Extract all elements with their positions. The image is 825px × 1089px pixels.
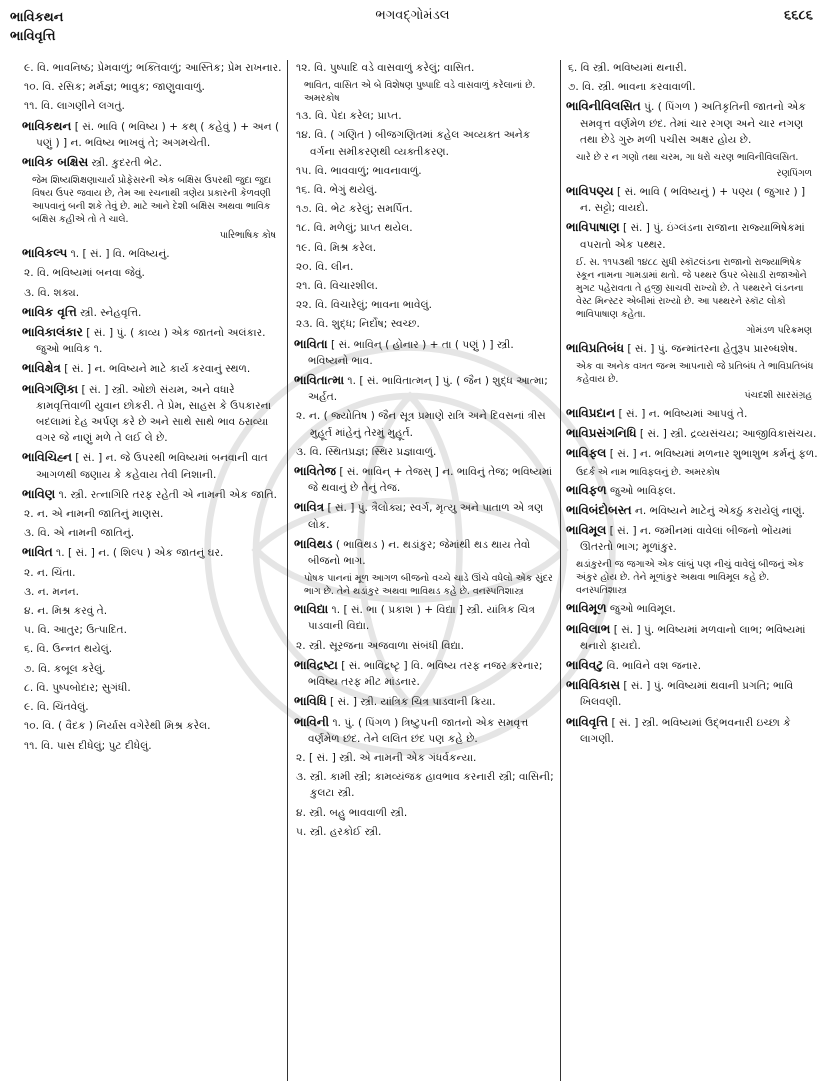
definition: પું. ( પિંગળ ) અતિકૃતિની જાતનો એક સમવૃત્ત વર્ણમેળ છંદ. તેમાં ચાર રગણ અને ચાર નગણ તથા છેડે ગુરુ મળી પચીસ અક્ષર હોય છે. [580, 101, 806, 146]
headword: ભાવિતાત્મા [294, 373, 345, 388]
sense-line: ૯. વિ. ભાવનિષ્ઠ; પ્રેમવાળું; ભક્તિવાળું; આસ્તિક; પ્રેમ રાખનાર. [24, 62, 282, 74]
definition: જુઓ ભાવિફલ. [606, 484, 676, 497]
citation-source: ગોમંડળ પરિક્રમણ [746, 324, 812, 336]
headword: ભાવિવિકાસ [566, 678, 621, 693]
dictionary-entry [22, 118, 282, 151]
definition: સ્ત્રી. કુદરતી ભેટ. [88, 157, 163, 170]
dictionary-entry [566, 405, 818, 422]
sense-line: ૮. વિ. પુષ્પબોદાર; સુગંધી. [24, 681, 131, 694]
column-2 [294, 60, 556, 1085]
definition: સ્ત્રી. સ્નેહવૃત્તિ. [76, 306, 142, 319]
sense-line: ૧૮. વિ. મળેલું; પ્રાપ્ત થયેલ. [296, 222, 413, 235]
dictionary-entry [566, 657, 818, 674]
dictionary-entry [294, 714, 556, 747]
guide-word-last: ભાવિવૃત્તિ [10, 29, 56, 44]
column-rule-1 [287, 60, 288, 1081]
guide-word-first: ભાવિકથન [10, 10, 64, 25]
headword: ભાવિકાલંકાર [22, 325, 83, 340]
citation: ઉદર્ક એ નામ ભાવિફલનું છે. અમરકોષ [576, 466, 720, 478]
column-1 [22, 60, 282, 1085]
definition: [ સં. ] ન. ભવિષ્યમાં મળનાર શુભાશુભ કર્મનું ફળ. [606, 448, 818, 461]
headword: ભાવિપણ્ય [566, 184, 614, 199]
definition: જુઓ ભાવિમૂલ. [606, 603, 676, 616]
headword: ભાવિધિ [294, 694, 327, 709]
dictionary-entry [294, 693, 556, 710]
headword: ભાવિક્ષેત્ર [22, 361, 61, 376]
definition: [ સં. ] સ્ત્રી. દ્રવ્યસંચય; આજીવિકાસંચય. [636, 428, 817, 441]
sense-line: ૪. ન. મિશ્ર કરવું તે. [24, 605, 108, 618]
sense-line: ૩. વિ. એ નામની જાતિનું. [24, 527, 135, 540]
dictionary-entry [294, 499, 556, 532]
headword: ભાવિનીવિલસિત [566, 99, 641, 114]
sense-line: ૬. વિ. ઉન્નત થયેલું. [24, 643, 113, 656]
headword: ભાવિત [22, 545, 53, 560]
sense-line: ૧૫. વિ. ભાવવાળું; ભાવનાવાળું. [296, 164, 422, 177]
headword: ભાવિલાભ [566, 621, 611, 636]
dictionary-entry [566, 600, 818, 617]
sense-line: ૨૨. વિ. વિચારેલું; ભાવના ભાવેલું. [296, 299, 432, 312]
headword: ભાવિત્ર [294, 500, 325, 515]
citation: એક વા અનેક વખત જન્મ આપનારો જે પ્રતિબંધ તે ભાવિપ્રતિબંધ કહેવાય છે. [576, 361, 814, 386]
definition: [ સં. ભાવિન્ + તેજસ્ ] ન. ભાવિનું તેજ; ભવિષ્યમાં જે થવાનું છે તેનું તેજ. [308, 466, 553, 495]
sense-line: ૨૦. વિ. લીન. [296, 260, 354, 273]
citation: ભાવિત, વાસિત એ બે વિશેષણ પુષ્પાદિ વડે વાસવાળું કરેલાનાં છે. અમરકોષ [304, 80, 536, 105]
sense-line: ૫. વિ. આતુર; ઉત્પાદિત. [24, 624, 127, 637]
sense-line: ૭. વિ. કબૂલ કરેલું. [24, 662, 106, 675]
headword: ભાવિવૃત્તિ [566, 714, 609, 729]
definition: [ સં. ] પું. ત્રૈલોક્ય; સ્વર્ગ, મૃત્યુ અને પાતાળ એ ત્રણ લોક. [308, 502, 544, 531]
dictionary-entry [22, 245, 282, 262]
dictionary-entry [294, 336, 556, 369]
dictionary-entry [294, 536, 556, 569]
sense-line: ૧૧. વિ. પાસ દીધેલું; પુટ દીધેલું. [24, 739, 152, 752]
headword: ભાવિકલ્પ [22, 246, 68, 261]
definition: ૧. પું. ( પિંગળ ) ત્રિષ્ટુપની જાતનો એક સમવૃત્ત વર્ણમેળ છંદ. તેને લલિત છંદ પણ કહે છે. [308, 716, 529, 745]
citation-source: રણપિંગળ [776, 168, 812, 180]
dictionary-entry [566, 677, 818, 710]
sense-line: ૧૦. વિ. રસિક; મર્મજ્ઞ; ભાવુક; જાણુવાવાળું. [24, 81, 205, 94]
headword: ભાવિમૂલ [566, 523, 607, 538]
definition: [ સં. ભાવિ ( ભવિષ્ય ) + કથ્ ( કહેવું ) + અન ( પણું ) ] ન. ભવિષ્ય ભાખવું તે; અગમચેતી. [36, 120, 280, 149]
headword: ભાવિદ્યા [294, 602, 329, 617]
definition: [ સં. ] પું. જન્માંતરના હેતુરૂપ પ્રારબ્ધશેષ. [624, 342, 798, 355]
definition: ૧. [ સં. ] વિ. ભવિષ્યનું. [67, 248, 170, 261]
dictionary-entry [22, 381, 282, 447]
citation: થડાંકુરની જ જગાએ એક લાંબું પણ નીચું વાવેલું બીજનું એક અંકુર હોય છે. તેને મૂળાંકુર અથવા ભાવિમૂલ કહે છે. વનસ્પતિશાસ્ત્ર [576, 559, 804, 597]
definition: [ સં. ] ન. જે ઉપરથી ભવિષ્યમાં બનવાની વાત આગળથી જણાય કે કહેવાય તેવી નિશાની. [36, 452, 268, 481]
citation-source: પંચદશી સારસંગ્રહ [744, 390, 812, 402]
headword: ભાવિપાષાણ [566, 220, 620, 235]
sense-line: ૧૦. વિ. ( વૈદક ) નિર્યાસ વગેરેથી મિશ્ર કરેલ. [24, 720, 211, 733]
citation: ઈ. સ. ૧૧૫૩થી ૧૪૮૮ સુધી સ્કૉટલંડના રાજાનો રાજ્યાભિષેક સ્કૂન નામના ગામડામાં થતો. જે પથ્થર ઉપર બેસાડી રાજાઓને મુગટ પહેરાવતા તે હજી સાચવી રાખ્યો છે. તે પથ્થરને લંડનના વેસ્ટ મિન્સ્ટર એબીમાં રાખ્યો છે. આ પથ્થરને સ્કૉટ લોકો ભાવિપાષાણ કહેતા. [576, 256, 807, 320]
headword: ભાવિમૂળ [566, 601, 607, 616]
dictionary-entry [294, 372, 556, 405]
sense-line: ૧૭. વિ. ભેટ કરેલું; સમર્પિત. [296, 203, 413, 216]
sense-line: ૨૩. વિ. શુદ્ધ; નિર્દોષ; સ્વચ્છ. [296, 318, 420, 331]
sense-line: ૨. ન. ચિંતા. [24, 566, 76, 579]
definition: ૧. [ સં. ] ન. ( શિલ્પ ) એક જાતનું ઘર. [52, 547, 224, 560]
headword: ભાવિતેજ [294, 464, 337, 479]
definition: ( ભાવિથડ ) ન. થડાંકુર; જેમાંથી થડ થાય તેવો બીજનો ભાગ. [308, 538, 531, 568]
definition: ૧. [ સં. ભાવિતાત્મન્ ] પું. ( જૈન ) શુદ્ધ આત્મા; અર્હત. [308, 375, 548, 404]
sense-line: ૯. વિ. ચિંતવેલું. [24, 701, 89, 714]
dictionary-entry [294, 463, 556, 496]
definition: [ સં. ] સ્ત્રી. ઓછો સંયમ, અને વધારે કામવૃત્તિવાળી યુવાન છોકરી. તે પ્રેમ, સાહસ કે ઉપકારના બદલામાં દેહ અર્પણ કરે છે અને સાથે સાથે ભાવ ઠરાવ્યા વગર જે નાણું મળે તે લઈ લે છે. [36, 383, 272, 445]
dictionary-entry [566, 340, 818, 357]
definition: [ સં. ] પું. ઇંગ્લંડના રાજાના રાજ્યાભિષેકમાં વપરાતો એક પથ્થર. [580, 222, 805, 251]
definition: [ સં. ] પું. ( કાવ્ય ) એક જાતનો અલંકાર. જુઓ ભાવિક ૧. [36, 327, 266, 356]
headword: ભાવિવટુ [566, 658, 604, 673]
dictionary-entry [566, 714, 818, 747]
sense-line: ૩. ન. મનન. [24, 585, 80, 598]
sense-line: ૧૪. વિ. ( ગણિત ) બીજગણિતમાં કહેલ અવ્યક્ત અનેક વર્ગના સમીકરણથી વ્યક્તીકરણ. [296, 129, 531, 158]
headword: ભાવિક વૃત્તિ [22, 304, 77, 319]
dictionary-entry [22, 449, 282, 482]
definition: [ સં. ] ન. ભવિષ્યને માટે કાર્ય કરવાનું સ્થળ. [60, 363, 251, 376]
definition: [ સં. ] ન. ભવિષ્યમાં આપવું તે. [615, 408, 748, 421]
running-title: ભગવદ્ગોમંડલ [375, 8, 450, 23]
dictionary-entry [566, 522, 818, 555]
headword: ભાવિપ્રતિબંધ [566, 340, 625, 355]
definition: [ સં. ] પું. ભવિષ્યમાં થવાની પ્રગતિ; ભાવિ ખિલવણી. [580, 680, 794, 709]
citation: જેમ શિષ્યશિક્ષણાચાર્ય પ્રોફેસરની એક બક્ષિસ ઉપરથી જુદા જુદા વિષય ઉપર જવાય છે, તેમ આ રચનાથી ત્રણેય પ્રકારની કેળવણી આપવાનું બની શકે તેવું છે. માટે આને દેશી બક્ષિસ અથવા ભાવિક બક્ષિસ કહીએ તો તે ચાલે. [32, 175, 272, 226]
sense-line: ૧૯. વિ. મિશ્ર કરેલ. [296, 241, 377, 254]
page-header [0, 0, 825, 58]
sense-line: ૧૩. વિ. પેદા કરેલ; પ્રાપ્ત. [296, 110, 402, 123]
dictionary-entry [566, 445, 818, 462]
headword: ભાવિબંદોબસ્ત [566, 502, 632, 517]
sense-line: ૨. સ્ત્રી. સૂરજના અજવાળા સંબંધી વિદ્યા. [296, 639, 465, 652]
sense-line: ૨. ન. એ નામની જાતિનું માણસ. [24, 508, 164, 521]
definition: [ સં. ] સ્ત્રી. યાંત્રિક ચિત્ર પાડવાની ક્રિયા. [326, 696, 496, 709]
definition: [ સં. ] ન. જમીનમાં વાવેલાં બીજનો ભોંયમાં ઊતરતો ભાગ; મૂળાંકુર. [580, 525, 792, 554]
dictionary-entry [22, 486, 282, 503]
dictionary-entry [22, 154, 282, 171]
sense-line: ૧૧. વિ. લાગણીને લગતું. [24, 100, 125, 113]
headword: ભાવિતા [294, 336, 328, 351]
sense-line: ૨. [ સં. ] સ્ત્રી. એ નામની એક ગંધર્વકન્યા. [296, 751, 477, 764]
definition: [ સં. ] સ્ત્રી. ભવિષ્યમાં ઉદ્ભવનારી ઇચ્છા કે લાગણી. [580, 716, 791, 745]
definition: [ સં. ] પું. ભવિષ્યમાં મળવાનો લાભ; ભવિષ્યમાં થનારો ફાયદો. [580, 623, 806, 652]
definition: ન. ભવિષ્યને માટેનું એકઠું કરાયેલું નાણું. [631, 504, 805, 517]
sense-line: ૩. વિ. સ્થિતપ્રજ્ઞ; સ્થિર પ્રજ્ઞાવાળું. [296, 445, 437, 458]
definition: ૧. સ્ત્રી. રત્નાગિરિ તરફ રહેતી એ નામની એક જાતિ. [55, 488, 278, 501]
sense-line: ૭. વિ. સ્ત્રી. ભાવના કરવાવાળી. [568, 81, 696, 94]
sense-line: ૨. વિ. ભવિષ્યમાં બનવા જેવું. [24, 267, 145, 280]
headword: ભાવિચિહ્ન [22, 450, 72, 465]
dictionary-entry [22, 360, 282, 377]
definition: ૧. [ સં. ભા ( પ્રકાશ ) + વિદ્યા ] સ્ત્રી. યાંત્રિક ચિત્ર પાડવાની વિદ્યા. [308, 604, 536, 633]
headword: ભાવિદ્રષ્ટા [294, 657, 338, 672]
sense-line: ૨૧. વિ. વિચારશીલ. [296, 280, 378, 293]
headword: ભાવિની [294, 714, 330, 729]
dictionary-entry [294, 601, 556, 634]
headword: ભાવિફલ [566, 446, 607, 461]
headword: ભાવિથડ [294, 536, 333, 551]
sense-line: ૧૨. વિ. પુષ્પાદિ વડે વાસવાળું કરેલું; વાસિત. [296, 62, 475, 74]
definition: [ સં. ભાવિ ( ભવિષ્યનું ) + પણ્ય ( જુગાર ) ] ન. સટ્ટો; વાયદો. [580, 186, 806, 215]
column-3 [566, 60, 818, 1085]
dictionary-entry [566, 425, 818, 442]
headword: ભાવિક બક્ષિસ [22, 155, 89, 170]
sense-line: ૪. સ્ત્રી. બહુ ભાવવાળી સ્ત્રી. [296, 806, 408, 819]
dictionary-entry [566, 219, 818, 252]
definition: વિ. ભાવિને વશ જનાર. [603, 660, 702, 673]
headword: ભાવિપ્રસંગનિધિ [566, 426, 637, 441]
dictionary-entry [294, 657, 556, 690]
sense-line: ૬. વિ સ્ત્રી. ભવિષ્યમાં થનારી. [568, 62, 687, 74]
sense-line: ૧૬. વિ. ભેગું થયેલું. [296, 184, 378, 197]
sense-line: ૨. ન. ( જ્યોતિષ ) જૈન સૂત્ર પ્રમાણે રાત્રિ અને દિવસનાં ત્રીસ મુહૂર્ત માંહેનું તેરમું મુહૂર્ત. [296, 410, 546, 439]
definition: [ સં. ભાવિદ્રષ્ટૃ ] વિ. ભવિષ્ય તરફ નજર કરનાર; ભવિષ્ય તરફ મીટ માંડનાર. [308, 659, 543, 689]
dictionary-entry [566, 621, 818, 654]
column-rule-2 [560, 60, 561, 1081]
citation-source: પારિભાષિક કોષ [219, 230, 276, 242]
dictionary-entry [22, 544, 282, 561]
definition: [ સં. ભાવિન્ ( હોનાર ) + તા ( પણું ) ] સ્ત્રી. ભવિષ્યનો ભાવ. [308, 338, 514, 367]
dictionary-entry [566, 482, 818, 499]
sense-line: ૩. સ્ત્રી. કામી સ્ત્રી; કામવ્યંજક હાવભાવ કરનારી સ્ત્રી; વાસિની; કુલટા સ્ત્રી. [296, 771, 554, 800]
dictionary-entry [566, 183, 818, 216]
dictionary-entry [566, 502, 818, 519]
headword: ભાવિકથન [22, 118, 72, 133]
sense-line: ૫. સ્ત્રી. હરકોઈ સ્ત્રી. [296, 825, 382, 838]
dictionary-entry [566, 98, 818, 148]
headword: ભાવિણ [22, 486, 56, 501]
headword: ભાવિપ્રદાન [566, 406, 616, 421]
headword: ભાવિફળ [566, 482, 607, 497]
sense-line: ૩. વિ. શક્ય. [24, 286, 80, 299]
dictionary-entry [22, 304, 282, 321]
dictionary-entry [22, 324, 282, 357]
citation: પોષક પાનનાં મૂળ આગળ બીજનો વચ્ચે ચાડે ઊંચે વધેલો એક સુંદર ભાગ છે. તેને થડાંકુર અથવા ભાવિથડ કહે છે. વનસ્પતિશાસ્ત્ર [304, 573, 553, 598]
headword: ભાવિગણિકા [22, 381, 79, 396]
page-number: ૬૬૮૬ [784, 8, 813, 23]
citation: ચારે છે ર ન ગણો તથા ચરમ, ગા ધરો ચરણ ભાવિનીવિલસિત. [576, 152, 799, 164]
